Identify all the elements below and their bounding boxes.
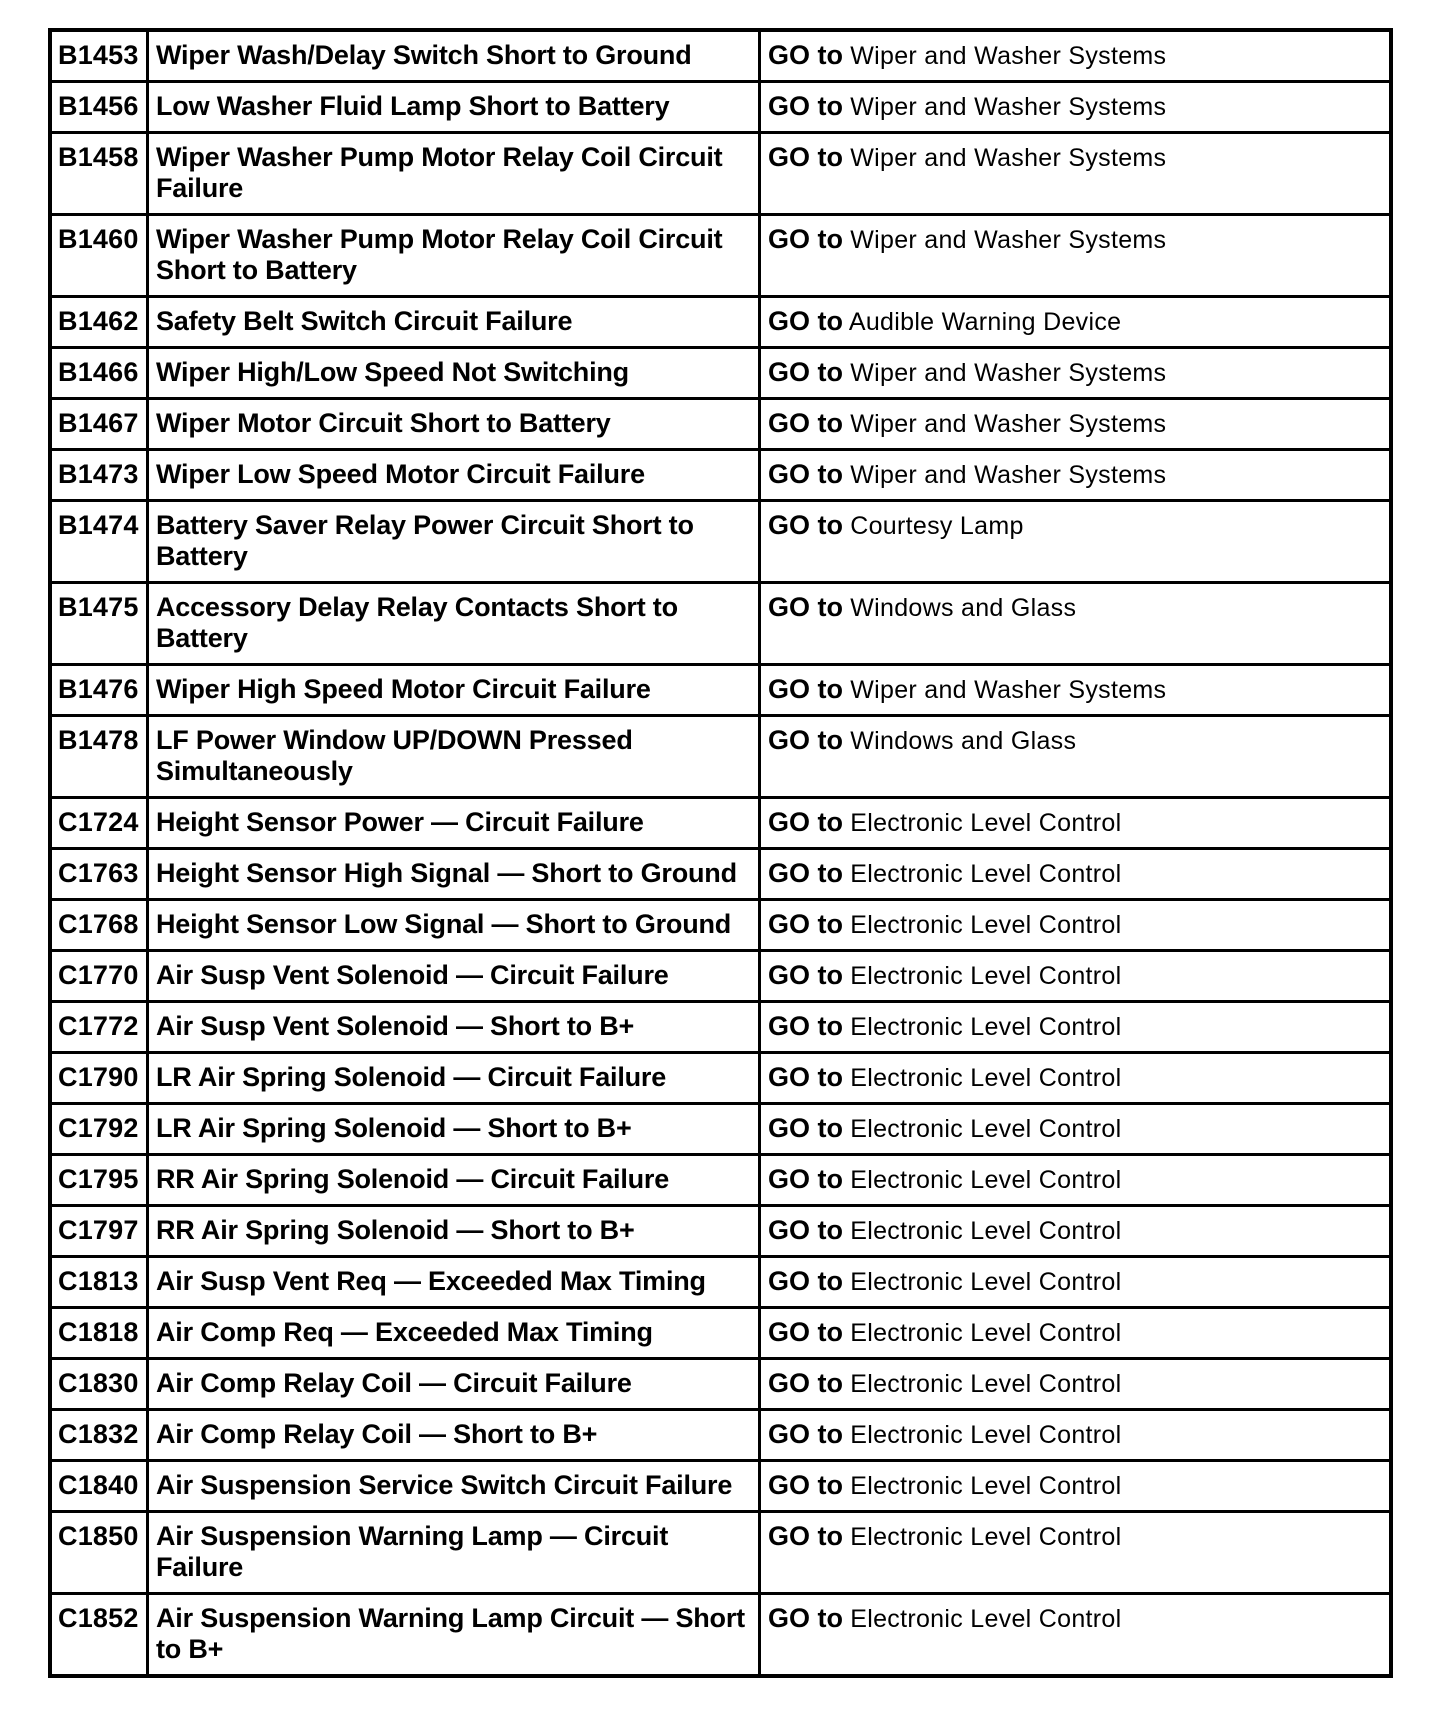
go-to-label: GO to	[768, 909, 843, 939]
dtc-action	[760, 1104, 1392, 1155]
dtc-code: C1813	[50, 1257, 148, 1308]
table-row	[50, 1053, 1391, 1104]
table-row	[50, 215, 1391, 297]
dtc-action	[760, 82, 1392, 133]
table-row	[50, 1594, 1391, 1677]
document-page	[48, 28, 1393, 1678]
dtc-description: Height Sensor High Signal — Short to Ground	[148, 849, 760, 900]
dtc-description: Low Washer Fluid Lamp Short to Battery	[148, 82, 760, 133]
dtc-code: B1476	[50, 665, 148, 716]
dtc-action	[760, 501, 1392, 583]
dtc-code: C1840	[50, 1461, 148, 1512]
dtc-action	[760, 348, 1392, 399]
dtc-code: B1460	[50, 215, 148, 297]
action-target: Electronic Level Control	[850, 1268, 1122, 1296]
table-row	[50, 1002, 1391, 1053]
action-target: Electronic Level Control	[850, 1115, 1122, 1143]
dtc-code: C1790	[50, 1053, 148, 1104]
go-to-label: GO to	[768, 960, 843, 990]
dtc-description: Accessory Delay Relay Contacts Short to Battery	[148, 583, 760, 665]
go-to-label: GO to	[768, 1521, 843, 1551]
go-to-label: GO to	[768, 1062, 843, 1092]
dtc-description: LR Air Spring Solenoid — Circuit Failure	[148, 1053, 760, 1104]
dtc-code: C1830	[50, 1359, 148, 1410]
dtc-action	[760, 900, 1392, 951]
table-row	[50, 1512, 1391, 1594]
action-target: Electronic Level Control	[850, 809, 1122, 837]
table-row	[50, 1206, 1391, 1257]
dtc-action	[760, 951, 1392, 1002]
action-target: Wiper and Washer Systems	[850, 93, 1167, 121]
action-target: Electronic Level Control	[850, 1319, 1122, 1347]
dtc-action	[760, 1155, 1392, 1206]
table-row	[50, 399, 1391, 450]
action-target: Electronic Level Control	[850, 962, 1122, 990]
dtc-description: Wiper Motor Circuit Short to Battery	[148, 399, 760, 450]
go-to-label: GO to	[768, 408, 843, 438]
dtc-description: Height Sensor Low Signal — Short to Ground	[148, 900, 760, 951]
go-to-label: GO to	[768, 1266, 843, 1296]
dtc-description: Wiper Low Speed Motor Circuit Failure	[148, 450, 760, 501]
action-target: Electronic Level Control	[850, 1472, 1122, 1500]
dtc-action	[760, 297, 1392, 348]
go-to-label: GO to	[768, 674, 843, 704]
go-to-label: GO to	[768, 1317, 843, 1347]
go-to-label: GO to	[768, 592, 843, 622]
action-target: Electronic Level Control	[850, 1421, 1122, 1449]
action-target: Electronic Level Control	[850, 1605, 1122, 1633]
go-to-label: GO to	[768, 306, 843, 336]
go-to-label: GO to	[768, 1164, 843, 1194]
table-row	[50, 849, 1391, 900]
dtc-action	[760, 1410, 1392, 1461]
dtc-action	[760, 665, 1392, 716]
go-to-label: GO to	[768, 142, 843, 172]
dtc-description: Air Comp Relay Coil — Circuit Failure	[148, 1359, 760, 1410]
action-target: Electronic Level Control	[850, 1166, 1122, 1194]
dtc-action	[760, 1594, 1392, 1677]
dtc-code: B1458	[50, 133, 148, 215]
action-target: Wiper and Washer Systems	[850, 359, 1167, 387]
dtc-code: B1475	[50, 583, 148, 665]
go-to-label: GO to	[768, 807, 843, 837]
dtc-description: Wiper High/Low Speed Not Switching	[148, 348, 760, 399]
table-row	[50, 133, 1391, 215]
table-row	[50, 951, 1391, 1002]
table-row	[50, 30, 1391, 82]
action-target: Electronic Level Control	[850, 1370, 1122, 1398]
dtc-action	[760, 583, 1392, 665]
go-to-label: GO to	[768, 357, 843, 387]
dtc-action	[760, 1512, 1392, 1594]
go-to-label: GO to	[768, 1011, 843, 1041]
dtc-description: Air Suspension Service Switch Circuit Failure	[148, 1461, 760, 1512]
dtc-table	[48, 28, 1393, 1678]
go-to-label: GO to	[768, 725, 843, 755]
dtc-code: C1772	[50, 1002, 148, 1053]
dtc-description: Height Sensor Power — Circuit Failure	[148, 798, 760, 849]
dtc-action	[760, 1359, 1392, 1410]
dtc-description: RR Air Spring Solenoid — Circuit Failure	[148, 1155, 760, 1206]
action-target: Electronic Level Control	[850, 860, 1122, 888]
action-target: Wiper and Washer Systems	[850, 676, 1167, 704]
dtc-description: Air Susp Vent Req — Exceeded Max Timing	[148, 1257, 760, 1308]
dtc-description: Wiper Washer Pump Motor Relay Coil Circuit Failure	[148, 133, 760, 215]
go-to-label: GO to	[768, 91, 843, 121]
table-row	[50, 450, 1391, 501]
dtc-code: C1724	[50, 798, 148, 849]
action-target: Electronic Level Control	[850, 1013, 1122, 1041]
table-row	[50, 1155, 1391, 1206]
table-row	[50, 348, 1391, 399]
dtc-table-body	[50, 30, 1391, 1676]
table-row	[50, 583, 1391, 665]
action-target: Electronic Level Control	[850, 1523, 1122, 1551]
dtc-code: C1792	[50, 1104, 148, 1155]
dtc-code: C1797	[50, 1206, 148, 1257]
dtc-action	[760, 1206, 1392, 1257]
action-target: Courtesy Lamp	[850, 512, 1024, 540]
go-to-label: GO to	[768, 858, 843, 888]
dtc-action	[760, 215, 1392, 297]
dtc-action	[760, 849, 1392, 900]
dtc-code: C1818	[50, 1308, 148, 1359]
table-row	[50, 1461, 1391, 1512]
action-target: Wiper and Washer Systems	[850, 144, 1167, 172]
action-target: Windows and Glass	[850, 594, 1077, 622]
dtc-code: C1770	[50, 951, 148, 1002]
dtc-description: LF Power Window UP/DOWN Pressed Simultaneously	[148, 716, 760, 798]
action-target: Electronic Level Control	[850, 1064, 1122, 1092]
table-row	[50, 1257, 1391, 1308]
dtc-code: B1473	[50, 450, 148, 501]
dtc-action	[760, 30, 1392, 82]
dtc-code: B1478	[50, 716, 148, 798]
action-target: Windows and Glass	[850, 727, 1077, 755]
dtc-action	[760, 1257, 1392, 1308]
table-row	[50, 716, 1391, 798]
dtc-code: B1474	[50, 501, 148, 583]
dtc-code: C1832	[50, 1410, 148, 1461]
dtc-action	[760, 798, 1392, 849]
dtc-action	[760, 1053, 1392, 1104]
action-target: Wiper and Washer Systems	[850, 461, 1167, 489]
go-to-label: GO to	[768, 459, 843, 489]
dtc-code: C1763	[50, 849, 148, 900]
go-to-label: GO to	[768, 224, 843, 254]
dtc-action	[760, 399, 1392, 450]
go-to-label: GO to	[768, 1470, 843, 1500]
action-target: Electronic Level Control	[850, 911, 1122, 939]
dtc-description: Air Comp Req — Exceeded Max Timing	[148, 1308, 760, 1359]
dtc-code: B1453	[50, 30, 148, 82]
go-to-label: GO to	[768, 40, 843, 70]
dtc-code: B1467	[50, 399, 148, 450]
dtc-code: B1466	[50, 348, 148, 399]
dtc-description: Wiper Wash/Delay Switch Short to Ground	[148, 30, 760, 82]
dtc-description: Air Comp Relay Coil — Short to B+	[148, 1410, 760, 1461]
dtc-description: Safety Belt Switch Circuit Failure	[148, 297, 760, 348]
dtc-code: C1850	[50, 1512, 148, 1594]
table-row	[50, 1359, 1391, 1410]
table-row	[50, 1410, 1391, 1461]
dtc-code: C1852	[50, 1594, 148, 1677]
dtc-action	[760, 1002, 1392, 1053]
table-row	[50, 1104, 1391, 1155]
dtc-description: Air Susp Vent Solenoid — Circuit Failure	[148, 951, 760, 1002]
table-row	[50, 501, 1391, 583]
dtc-description: Air Suspension Warning Lamp Circuit — Short to B+	[148, 1594, 760, 1677]
go-to-label: GO to	[768, 1368, 843, 1398]
go-to-label: GO to	[768, 1603, 843, 1633]
table-row	[50, 798, 1391, 849]
action-target: Electronic Level Control	[850, 1217, 1122, 1245]
go-to-label: GO to	[768, 1419, 843, 1449]
table-row	[50, 665, 1391, 716]
dtc-description: LR Air Spring Solenoid — Short to B+	[148, 1104, 760, 1155]
go-to-label: GO to	[768, 1113, 843, 1143]
go-to-label: GO to	[768, 510, 843, 540]
dtc-description: Battery Saver Relay Power Circuit Short to Battery	[148, 501, 760, 583]
dtc-action	[760, 716, 1392, 798]
table-row	[50, 297, 1391, 348]
dtc-code: C1795	[50, 1155, 148, 1206]
action-target: Wiper and Washer Systems	[850, 226, 1167, 254]
dtc-action	[760, 450, 1392, 501]
go-to-label: GO to	[768, 1215, 843, 1245]
dtc-description: Wiper High Speed Motor Circuit Failure	[148, 665, 760, 716]
dtc-action	[760, 1461, 1392, 1512]
dtc-description: Air Suspension Warning Lamp — Circuit Failure	[148, 1512, 760, 1594]
dtc-code: C1768	[50, 900, 148, 951]
table-row	[50, 82, 1391, 133]
dtc-action	[760, 133, 1392, 215]
action-target: Wiper and Washer Systems	[850, 42, 1167, 70]
action-target: Wiper and Washer Systems	[850, 410, 1167, 438]
table-row	[50, 1308, 1391, 1359]
action-target: Audible Warning Device	[848, 308, 1122, 336]
dtc-description: Air Susp Vent Solenoid — Short to B+	[148, 1002, 760, 1053]
dtc-action	[760, 1308, 1392, 1359]
table-row	[50, 900, 1391, 951]
dtc-code: B1456	[50, 82, 148, 133]
dtc-description: Wiper Washer Pump Motor Relay Coil Circuit Short to Battery	[148, 215, 760, 297]
dtc-code: B1462	[50, 297, 148, 348]
dtc-description: RR Air Spring Solenoid — Short to B+	[148, 1206, 760, 1257]
